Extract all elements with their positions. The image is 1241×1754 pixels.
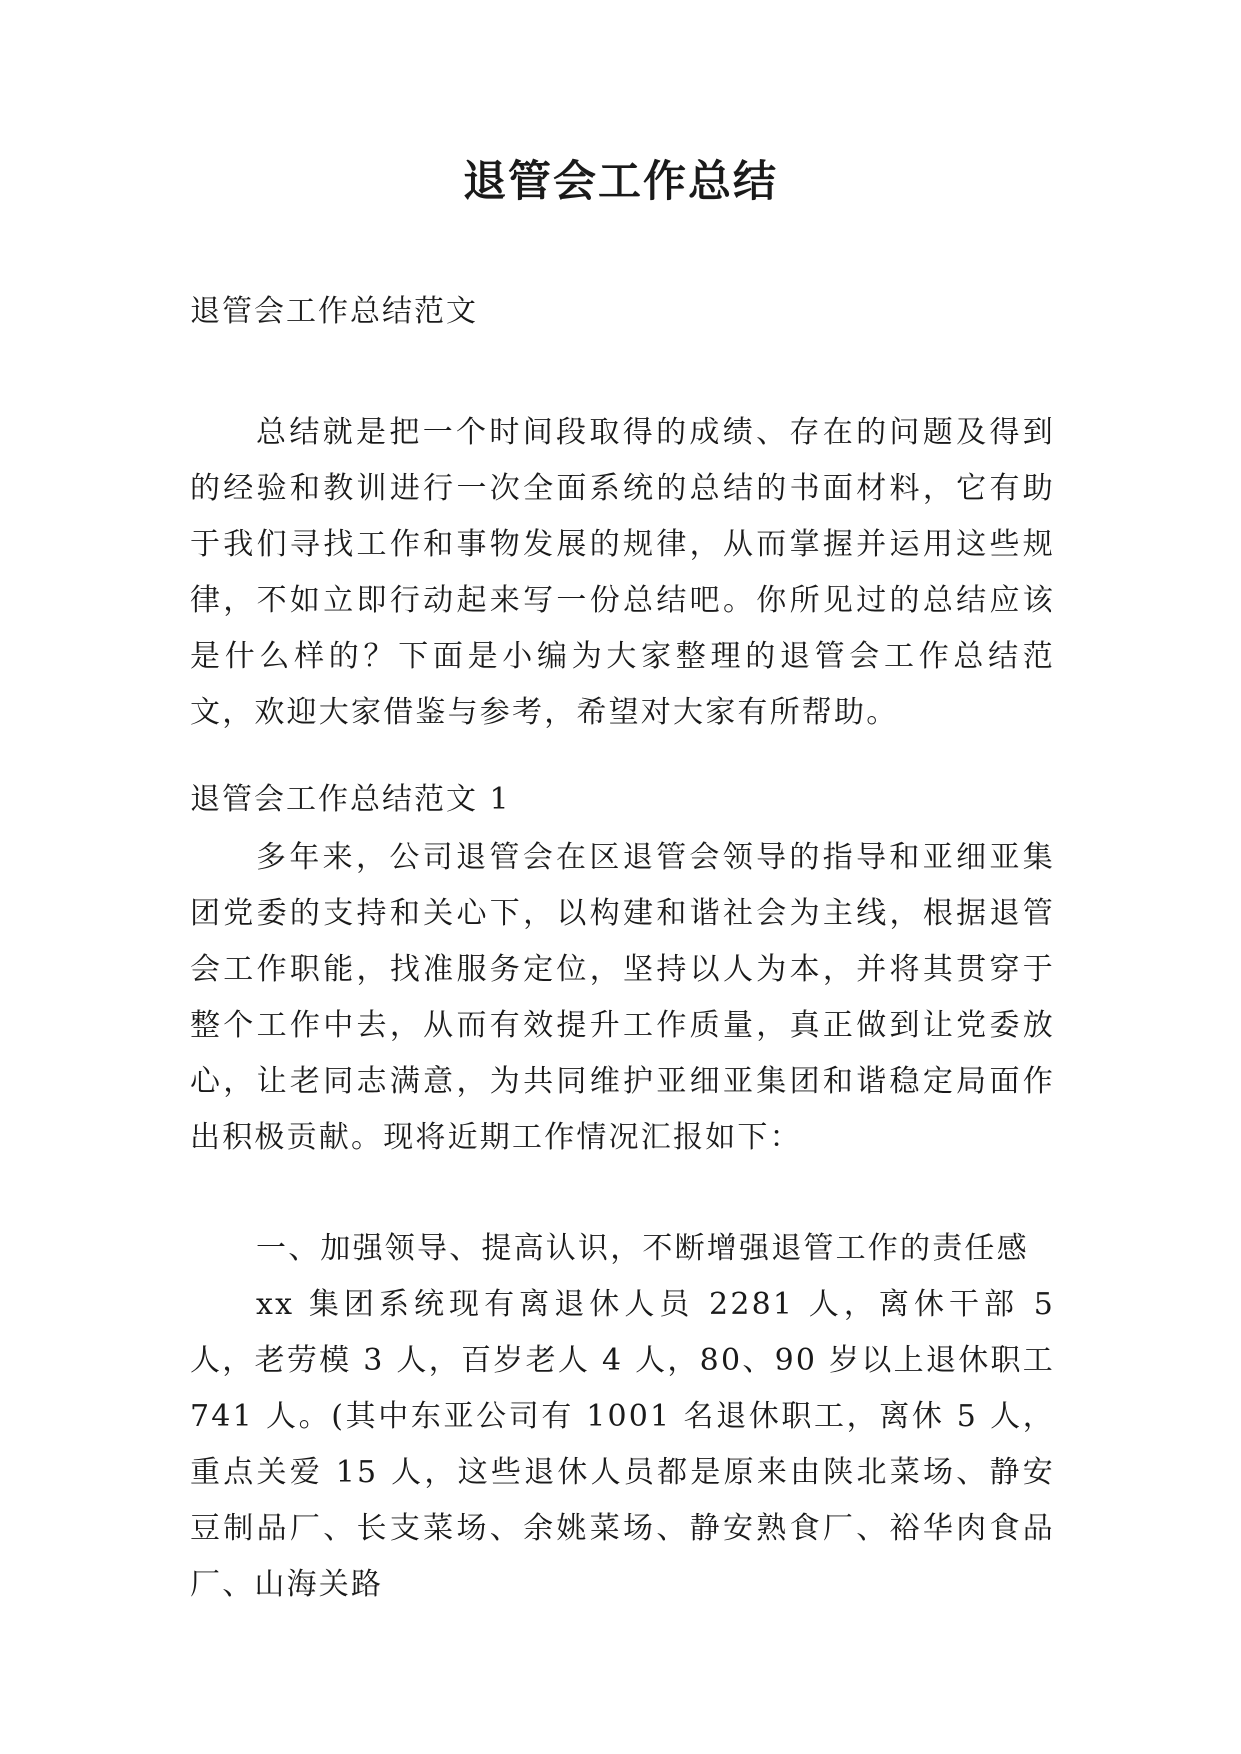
section-heading: 退管会工作总结范文 1 — [190, 782, 511, 817]
document-subtitle: 退管会工作总结范文 — [190, 294, 478, 329]
section-body-paragraph: 多年来，公司退管会在区退管会领导的指导和亚细亚集团党委的支持和关心下，以构建和谐社会为主线，根据退管会工作职能，找准服务定位，坚持以人为本，并将其贯穿于整个工作中去，从而有效提升工作质量，真正做到让党委放心，让老同志满意，为共同维护亚细亚集团和谐稳定局面作出积极贡献。现将近期工作情况汇报如下： — [190, 840, 1055, 1155]
document-title: 退管会工作总结 — [463, 157, 778, 207]
item-heading: 一、加强领导、提高认识，不断增强退管工作的责任感 — [256, 1231, 1029, 1266]
item-body-paragraph: xx 集团系统现有离退休人员 2281 人，离休干部 5 人，老劳模 3 人，百岁老人 4 人，80、90 岁以上退休职工 741 人。(其中东亚公司有 1001 名退休职工，离休 5 人，重点关爱 15 人，这些退休人员都是原来由陕北菜场、静安豆制品厂、长支菜场、余姚菜场、静安熟食厂、裕华肉食品厂、山海关路 — [190, 1287, 1055, 1602]
intro-paragraph: 总结就是把一个时间段取得的成绩、存在的问题及得到的经验和教训进行一次全面系统的总结的书面材料，它有助于我们寻找工作和事物发展的规律，从而掌握并运用这些规律，不如立即行动起来写一份总结吧。你所见过的总结应该是什么样的？下面是小编为大家整理的退管会工作总结范文，欢迎大家借鉴与参考，希望对大家有所帮助。 — [190, 415, 1055, 730]
